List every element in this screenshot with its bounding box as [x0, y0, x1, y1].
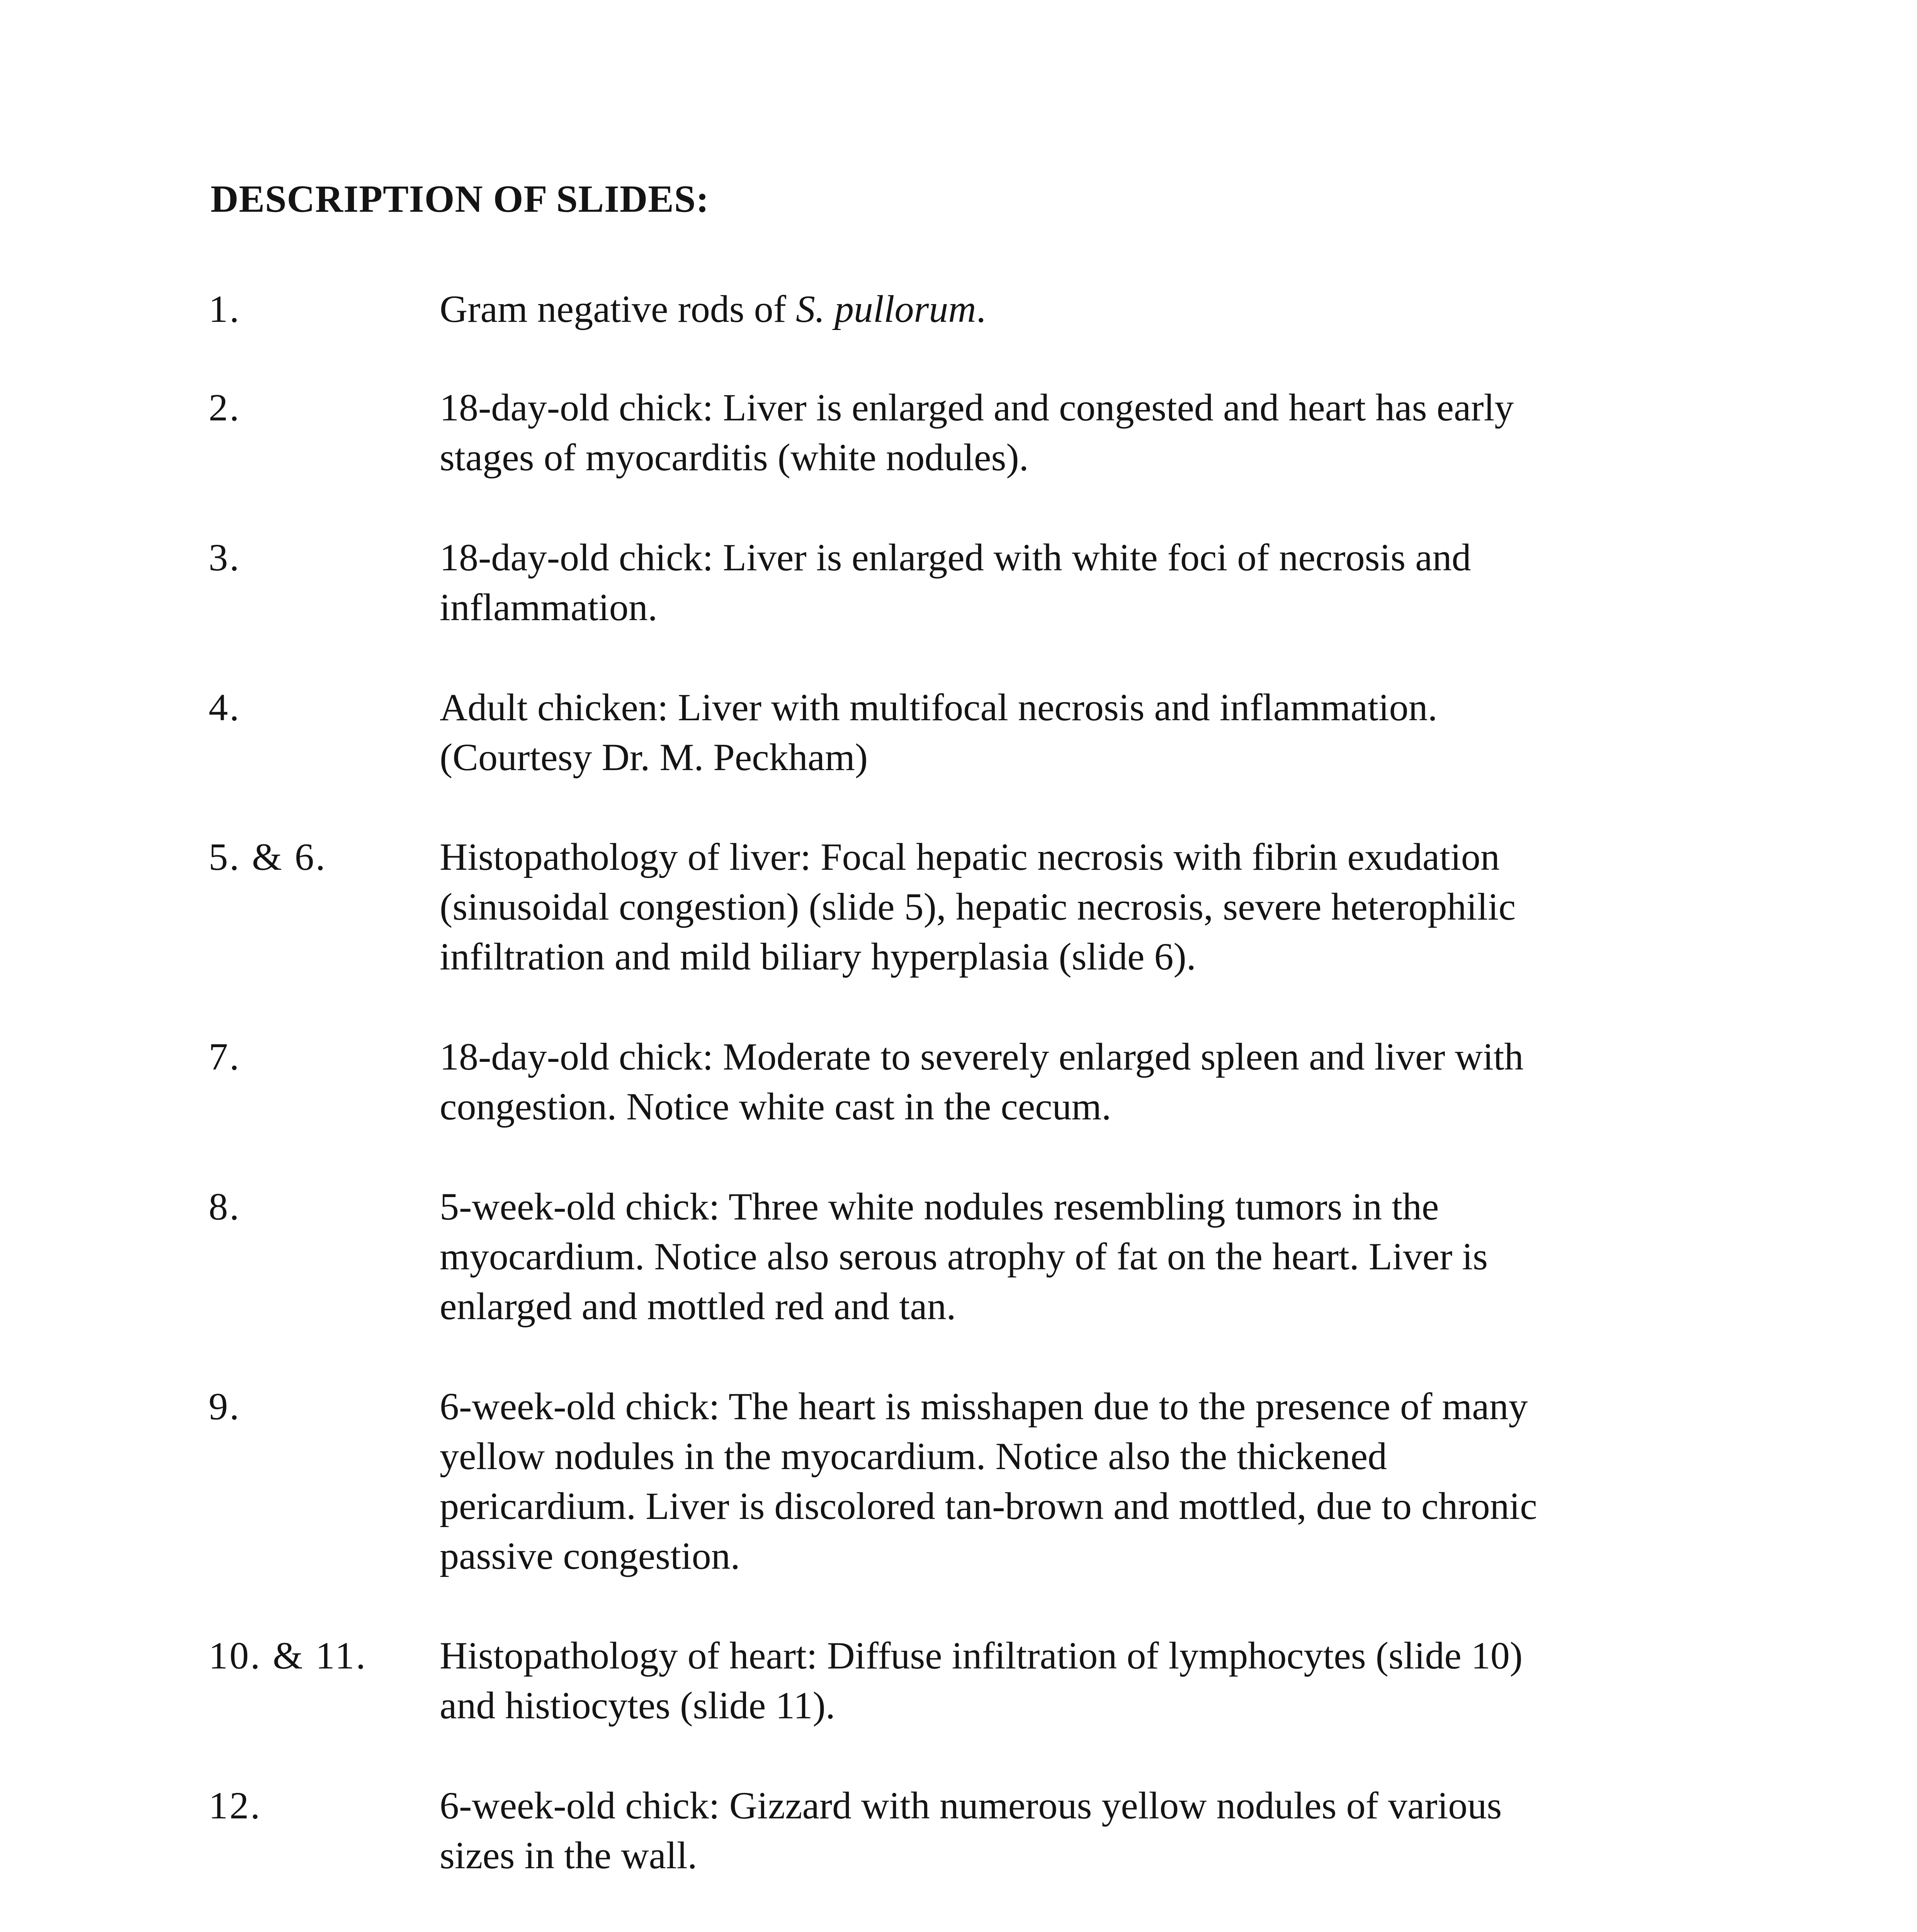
slide-description: [440, 1381, 1738, 1581]
slide-description: [440, 532, 1738, 632]
description-line: Histopathology of heart: Diffuse infiltration of lymphocytes (slide 10): [440, 1634, 1523, 1677]
description-line: Histopathology of liver: Focal hepatic necrosis with fibrin exudation: [440, 835, 1500, 878]
page-heading: DESCRIPTION OF SLIDES:: [211, 177, 709, 220]
description-line: stages of myocarditis (white nodules).: [440, 436, 1029, 479]
description-line: pericardium. Liver is discolored tan-brown and mottled, due to chronic: [440, 1485, 1537, 1527]
description-line: inflammation.: [440, 586, 658, 629]
description-line: 18-day-old chick: Liver is enlarged with white foci of necrosis and: [440, 536, 1471, 579]
slide-description: [440, 1182, 1738, 1331]
slide-number: 9.: [209, 1385, 241, 1428]
description-line: passive congestion.: [440, 1534, 740, 1577]
slide-number: 3.: [209, 536, 241, 579]
slide-description: [440, 1781, 1738, 1880]
description-line: 18-day-old chick: Liver is enlarged and congested and heart has early: [440, 386, 1514, 429]
slide-number: 5. & 6.: [209, 835, 327, 878]
slide-description: [440, 832, 1738, 981]
slide-number: 8.: [209, 1185, 241, 1228]
slide-number: 7.: [209, 1035, 241, 1078]
description-line: yellow nodules in the myocardium. Notice also the thickened: [440, 1435, 1387, 1478]
slide-description: [440, 1930, 1738, 1932]
slide-number: 10. & 11.: [209, 1634, 367, 1677]
slide-number: 12.: [209, 1784, 262, 1827]
description-line: enlarged and mottled red and tan.: [440, 1285, 956, 1328]
description-line: and histiocytes (slide 11).: [440, 1684, 835, 1727]
description-line: 5-week-old chick: Three white nodules resembling tumors in the: [440, 1185, 1439, 1228]
description-line: Gram negative rods of S. pullorum.: [440, 287, 986, 330]
slide-description: [440, 284, 1738, 334]
slide-number: 4.: [209, 686, 241, 729]
description-line: infiltration and mild biliary hyperplasia (slide 6).: [440, 935, 1196, 978]
description-line: sizes in the wall.: [440, 1834, 697, 1877]
slide-description: [440, 682, 1738, 782]
slide-description: [440, 383, 1738, 482]
description-line: 6-week-old chick: The heart is misshapen due to the presence of many: [440, 1385, 1528, 1428]
description-line: 18-day-old chick: Moderate to severely enlarged spleen and liver with: [440, 1035, 1524, 1078]
description-line: Adult chicken: Liver with multifocal necrosis and inflammation.: [440, 686, 1438, 729]
description-line: 6-week-old chick: Gizzard with numerous yellow nodules of various: [440, 1784, 1502, 1827]
slide-description: [440, 1631, 1738, 1730]
slide-number: 2.: [209, 386, 241, 429]
description-line: (sinusoidal congestion) (slide 5), hepatic necrosis, severe heterophilic: [440, 885, 1516, 928]
description-line: [440, 1930, 1738, 1932]
slide-number: 1.: [209, 287, 241, 330]
description-line: congestion. Notice white cast in the cecum.: [440, 1085, 1111, 1128]
description-line: myocardium. Notice also serous atrophy of fat on the heart. Liver is: [440, 1235, 1488, 1278]
description-line: (Courtesy Dr. M. Peckham): [440, 736, 868, 779]
slide-number: [209, 1930, 262, 1932]
slide-description: [440, 1032, 1738, 1131]
